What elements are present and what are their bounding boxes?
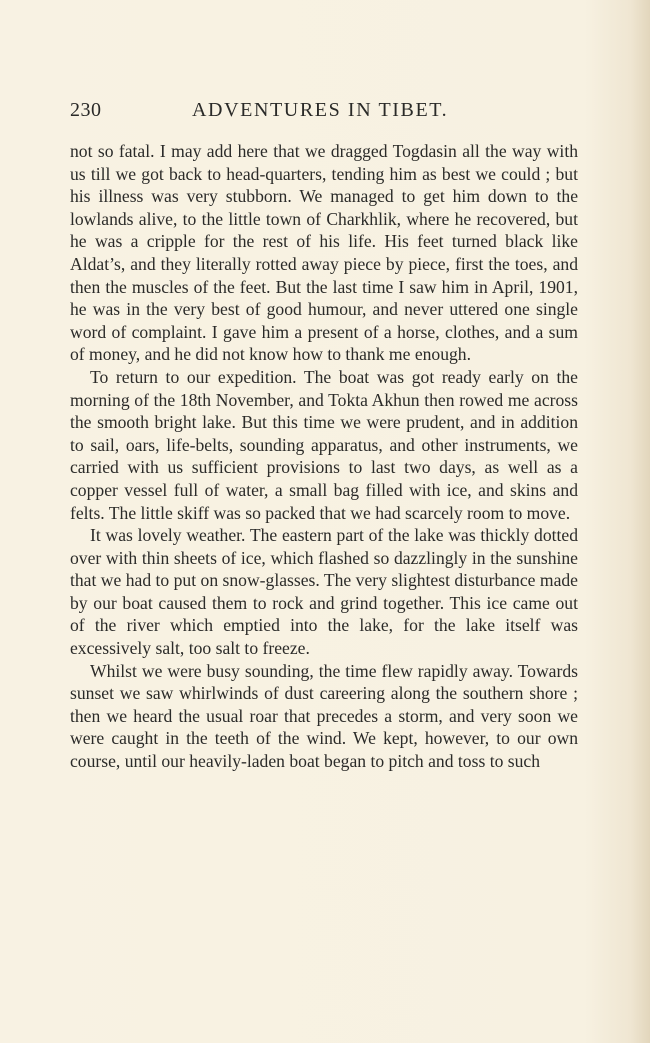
paragraph-3: It was lovely weather. The eastern part of the lake was thickly dotted over with thin sheets of ice, which flashed so dazzlingly in the sunshine that we had to put on snow-glasses. The very slightest disturbance made by our boat caused them to rock and grind together. This ice came out of the river which emptied into the lake, for the lake itself was excessively salt, too salt to freeze. <box>70 525 578 659</box>
page-header <box>70 99 578 129</box>
paragraph-4: Whilst we were busy sounding, the time flew rapidly away. Towards sunset we saw whirlwinds of dust careering along the southern shore ; then we heard the usual roar that precedes a storm, and very soon we were caught in the teeth of the wind. We kept, however, to our own course, until our heavily-laden boat began to pitch and toss to such <box>70 660 578 772</box>
body-text <box>70 140 578 773</box>
page-number: 230 <box>70 99 102 121</box>
paragraph-2: To return to our expedition. The boat was got ready early on the morning of the 18th November, and Tokta Akhun then rowed me across the smooth bright lake. But this time we were prudent, and in addition to sail, oars, life-belts, sounding apparatus, and other instruments, we carried with us sufficient provisions to last two days, as well as a copper vessel full of water, a small bag filled with ice, and skins and felts. The little skiff was so packed that we had scarcely room to move. <box>70 366 578 523</box>
paragraph-1: not so fatal. I may add here that we dragged Togdasin all the way with us till we got back to head-quarters, tending him as best we could ; but his illness was very stubborn. We managed to get him down to the lowlands alive, to the little town of Charkhlik, where he recovered, but he was a cripple for the rest of his life. His feet turned black like Aldat’s, and they literally rotted away piece by piece, first the toes, and then the muscles of the feet. But the last time I saw him in April, 1901, he was in the very best of good humour, and never uttered one single word of complaint. I gave him a present of a horse, clothes, and a sum of money, and he did not know how to thank me enough. <box>70 141 578 365</box>
running-title: ADVENTURES IN TIBET. <box>192 99 449 121</box>
